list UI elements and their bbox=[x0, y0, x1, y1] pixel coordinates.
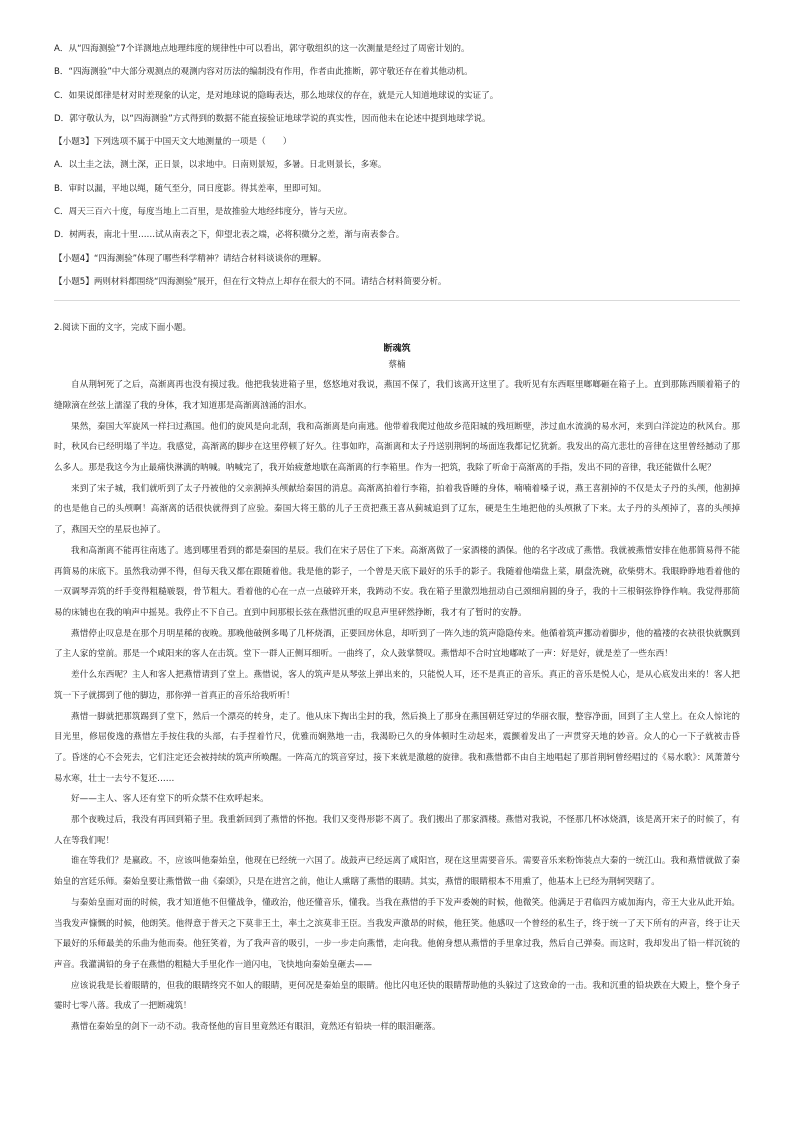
question-3 bbox=[54, 131, 740, 247]
article-title: 断魂筑 bbox=[383, 344, 411, 355]
article-paragraph: 燕惜停止叹息是在那个月明星稀的夜晚。那晚他破例多喝了几杯烧酒，正要回房休息，却听到了一阵久违的筑声隐隐传来。他循着筑声挪动着脚步，他的褴褛的衣袂很快就飘到了主人家的堂前。那是一个咸阳来的客人在击筑。堂下一群人正侧耳细听。一曲终了，众人鼓掌赞叹。燕惜却不合时宜地嘟哝了一声：好是好，就是差了一些东西！ bbox=[54, 628, 740, 660]
article-paragraph: 那个夜晚过后，我没有再回到箱子里。我重新回到了燕惜的怀抱。我们又变得形影不离了。我们搬出了那家酒楼。燕惜对我说，不怪那几杯冰烧酒，该是离开宋子的时候了，有人在等我们呢！ bbox=[54, 815, 740, 846]
question-5: 【小题5】两则材料都围绕“四海测验”展开，但在行文特点上却存在很大的不同。请结合材料简要分析。 bbox=[54, 276, 447, 287]
article-author: 蔡楠 bbox=[388, 360, 406, 371]
article-paragraph: 应该说我是长着眼睛的，但我的眼睛终究不如人的眼睛，更何况是秦始皇的眼睛。他比闪电还快的眼睛帮助他的头躲过了这致命的一击。我和沉重的铅块跌在大殿上，整个身子霎时七零八落。我成了一把断魂筑！ bbox=[54, 980, 740, 1012]
option-d: D．郭守敬认为，以“四海测验”方式得到的数据不能直接验证地球学说的真实性，因而他未在论述中提到地球学说。 bbox=[54, 113, 491, 124]
question-3-option-b: B．审时以漏，平地以绳，随气至分，同日度影。得其差率，里即可知。 bbox=[54, 183, 327, 194]
question-1-options bbox=[54, 38, 740, 131]
article-paragraph: 来到了宋子城，我们就听到了太子丹被他的父亲割掉头颅献给秦国的消息。高渐离拍着行李箱，拍着我昏睡的身体，喃喃着嗓子说，燕王喜割掉的不仅是太子丹的头颅，他割掉的也是他自己的头颅啊！高渐离的话很快就得到了应验。秦国大将王翦的儿子王贲把燕王喜从蓟城追到了辽东，硬是生生地把他的头颅揪了下来。太子丹的头颅掉了，喜的头颅掉了，燕国天空的星辰也掉了。 bbox=[54, 483, 740, 536]
article-paragraph: 好——主人、客人还有堂下的听众禁不住欢呼起来。 bbox=[71, 794, 269, 805]
article-paragraph: 果然，秦国大军旋风一样扫过燕国。他们的旋风是向北刮，我和高渐离是向南逃。他带着我爬过他故乡范阳城的残垣断壁，涉过血水流淌的易水河，来到白洋淀边的秋风台。那时，秋风台已经明塌了半边。我感觉，高渐离的脚步在这里停顿了好久。往事如昨，高渐离和太子丹送别荆轲的场面连我都记忆犹新。我发出的高亢悲壮的音律在这里曾经撼动了那么多人。那是我这今为止最痛快淋漓的呐喊。呐喊完了，我开始疲惫地歇在高渐离的行李箱里。作为一把筑，我除了听命于高渐离的手指，发出不同的音律，我还能做什么呢？ bbox=[54, 421, 740, 474]
question-3-option-c: C．周天三百六十度，每度当地上二百里，是故推验大地经纬度分，皆与天应。 bbox=[54, 207, 353, 218]
question-3-option-d: D．树两表，南北十里……试从南表之下，仰望北表之端，必将积微分之差，渐与南表参合。 bbox=[54, 230, 405, 241]
question-4: 【小题4】“四海测验”体现了哪些科学精神？请结合材料谈谈你的理解。 bbox=[54, 253, 327, 264]
option-c: C．如果说郎律是材对时差现象的认定，是对地球说的隐晦表达，那么地球仪的存在，就是元人知道地球说的实证了。 bbox=[54, 90, 499, 101]
question-3-option-a: A．以土圭之法，测土深，正日景，以求地中。日南则景短，多暑。日北则景长，多寒。 bbox=[54, 160, 387, 171]
article-paragraph: 自从荆轲死了之后，高渐离再也没有摸过我。他把我装进箱子里，悠悠地对我说，燕国不保了，我们该离开这里了。我听见有东西哐里啷啷砸在箱子上。直到那陈西顺着箱子的缝隙滴在丝弦上濡湿了我的身体，我才知道那是高渐离汹涌的泪水。 bbox=[54, 380, 740, 411]
article-paragraph: 谁在等我们？是嬴政。不，应该叫他秦始皇，他现在已经统一六国了。战鼓声已经远离了咸阳宫，现在这里需要音乐。需要音乐来粉饰装点大秦的一统江山。我和燕惜就做了秦始皇的宫廷乐师。秦始皇要让燕惜做一曲《秦颂》，只是在进宫之前，他让人熏瞎了燕惜的眼睛。其实，燕惜的眼睛根本不用熏了，他基本上已经为荆轲哭瞎了。 bbox=[54, 856, 740, 888]
section-divider bbox=[54, 300, 740, 301]
option-a: A．从“四海测验”7个详测地点地理纬度的规律性中可以看出，郭守敬组织的这一次测量是经过了周密计划的。 bbox=[54, 44, 470, 54]
option-b: B．“四海测验”中大部分观测点的观测内容对历法的编制没有作用，作者由此推断，郭守敬还存在着其他动机。 bbox=[54, 67, 473, 78]
article-paragraph: 我和高渐离不能再往南逃了。逃到哪里看到的都是秦国的星辰。我们在宋子居住了下来。高渐离做了一家酒楼的酒保。他的名字改成了燕惜。我就被燕惜安排在他那简易得不能再简易的床底下。虽然我动弹不得，但每天我又都在跟随着他。我是他的影子，一个曾是天底下最好的乐手的影子。我随着他端盘上菜，刷盘洗碗，砍柴劈木。我眼睁睁地看着他的一双调琴弄筑的纤手变得粗糙皲裂，骨节粗大。看着他的心在一点一点破碎开来，我踌动不安。我在箱子里激烈地扭动自己颈细肩圆的身子，我的十三根铜弦铮铮作响。我觉得那简易的床铺也在我的响声中摇晃。我停止不下自己。直到中间那根长弦在燕惜沉重的叹息声里砰然挣断，我才有了暂时的安静。 bbox=[54, 545, 740, 618]
article-paragraph: 燕惜一脚就把那筑踢到了堂下，然后一个漂亮的转身，走了。他从床下掏出尘封的我，然后换上了那身在燕国朝廷穿过的华丽衣服，整容净面，回到了主人堂上。在众人惊诧的目光里，修屈俊逸的燕惜左手按住我的头部，右手捏着竹尺，优雅而娴熟地一击，我渴盼已久的身体顿时生动起来，震颤着发出了一声贯穿天地的妙音。众人的心一下子就被击昏了。昏迷的心不会死去，它们注定还会被持续的筑声所唤醒。一阵高亢的筑音穿过，接下来就是激越的旋律。我和燕惜都不由自主地唱起了那首荆轲曾经唱过的《易水歌》：风萧萧兮易水寒，壮士一去兮不复还…… bbox=[54, 711, 740, 784]
article-body bbox=[54, 375, 740, 1038]
article-paragraph: 燕惜在秦始皇的剑下一动不动。我奇怪他的盲目里竟然还有眼泪，竟然还有铅块一样的眼泪砸落。 bbox=[71, 1022, 441, 1033]
article-paragraph: 差什么东西呢？主人和客人把燕惜请到了堂上。燕惜说，客人的筑声是从琴弦上弹出来的，只能悦人耳，还不是真正的音乐。真正的音乐是悦人心，是从心底发出来的！客人把筑一下子就掷到了他的脚边，那你弹一首真正的音乐给我听听！ bbox=[54, 670, 740, 701]
article-paragraph: 与秦始皇面对面的时候，我才知道他不但懂战争，懂政治，他还懂音乐，懂我。当我在燕惜的手下发声委婉的时候，他微笑。他满足于君临四方威加海内，帝王大业从此开始。当我发声慷慨的时候，他朗笑。他得意于普天之下莫非王土，率土之滨莫非王臣。当我发声激昂的时候，他狂笑。他感叹一个曾经的私生子，终于统一了天下所有的声音，终于让天下最好的乐师最美的乐曲为他而奏。他狂笑着，为了我声音的吸引，一步一步走向燕惜，走向我。他俯身想从燕惜的手里拿过我，然后自己弹奏。而这时，我却发出了铅一样沉铳的声音。我灌满铅的身子在燕惜的粗糙大手里化作一道闪电，飞快地向秦始皇砸去—— bbox=[54, 897, 740, 970]
question-3-stem: 【小题3】下列选项不属于中国天文大地测量的一项是（ ） bbox=[54, 137, 292, 148]
section-2-heading: 2.阅读下面的文字，完成下面小题。 bbox=[54, 323, 192, 334]
